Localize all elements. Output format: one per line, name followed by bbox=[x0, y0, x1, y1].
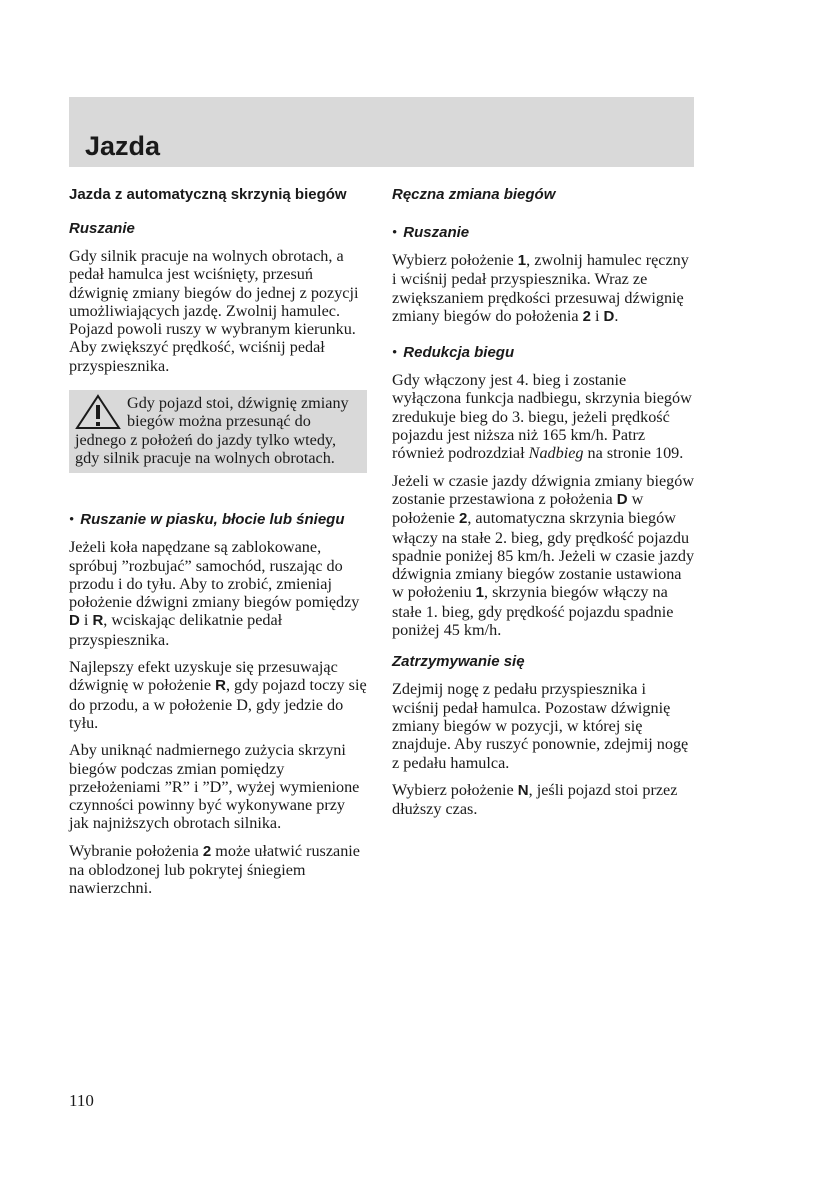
redukcja-heading-label: Redukcja biegu bbox=[403, 344, 515, 362]
reczna-ruszanie-heading bbox=[392, 224, 696, 242]
gear-r: R bbox=[215, 677, 226, 695]
right-column bbox=[392, 186, 696, 818]
ruszanie-heading: Ruszanie bbox=[69, 220, 135, 237]
piasek-heading bbox=[69, 511, 367, 529]
warning-text: Gdy pojazd stoi, dźwignię zmiany biegów można przesunąć do jednego z położeń do jazdy tylko wtedy, gdy silnik pracuje na wolnych obrotach. bbox=[75, 394, 349, 467]
reczna-heading: Ręczna zmiana biegów bbox=[392, 186, 556, 203]
text: na stronie 109. bbox=[583, 444, 684, 463]
gear-n: N bbox=[517, 781, 529, 799]
text: Najlepszy efekt uzyskuje się przesuwając dźwignię w położenie bbox=[69, 658, 338, 695]
zatrzym-heading: Zatrzymywanie się bbox=[392, 653, 525, 671]
text: , zwolnij hamulec ręczny i wciśnij pedał przyspiesznika. Wraz ze zwiększaniem prędkości przesuwaj dźwignię zmiany biegów do położenia bbox=[392, 251, 689, 325]
zatrzym-paragraph-1: Zdejmij nogę z pedału przyspiesznika i wciśnij pedał hamulca. Pozostaw dźwignię zmiany biegów w pozycji, w której się znajduje. Aby ruszyć ponownie, zdejmij nogę z pedału hamulca. bbox=[392, 680, 689, 772]
section-heading: Jazda z automatyczną skrzynią biegów bbox=[69, 186, 347, 203]
text: Gdy włączony jest 4. bieg i zostanie wyłączona funkcja nadbiegu, skrzynia biegów zredukuje bieg do 3. biegu, jeżeli prędkość pojazdu jest niższa niż 165 km/h. Patrz również podrozdział bbox=[392, 371, 692, 463]
text: w położenie bbox=[392, 489, 644, 528]
left-column bbox=[69, 186, 367, 898]
section-header bbox=[69, 97, 694, 167]
text: i bbox=[590, 306, 604, 325]
piasek-heading-label: Ruszanie w piasku, błocie lub śniegu bbox=[80, 511, 345, 529]
redukcja-heading bbox=[392, 344, 696, 362]
text: Jeżeli koła napędzane są zablokowane, spróbuj ”rozbujać” samochód, ruszając do przodu i do tyłu. Aby to zrobić, zmieniaj położenie dźwigni zmiany biegów pomiędzy bbox=[69, 538, 360, 612]
gear-r: R bbox=[92, 612, 104, 630]
bullet-icon: • bbox=[392, 345, 398, 362]
text: Wybierz położenie bbox=[392, 780, 518, 799]
warning-icon bbox=[75, 394, 121, 430]
text: , skrzynia biegów włączy na stałe 1. bieg, gdy prędkość pojazdu spadnie poniżej 45 km/h. bbox=[392, 583, 674, 640]
gear-d: D bbox=[69, 612, 80, 630]
gear-2: 2 bbox=[458, 510, 468, 528]
gear-2: 2 bbox=[202, 842, 212, 860]
warning-box bbox=[69, 390, 367, 473]
bullet-icon: • bbox=[69, 512, 75, 529]
gear-1: 1 bbox=[475, 584, 484, 602]
text: . bbox=[614, 306, 619, 325]
reczna-ruszanie-paragraph bbox=[392, 251, 696, 326]
page-title: Jazda bbox=[85, 131, 161, 161]
piasek-paragraph-3: Aby uniknąć nadmiernego zużycia skrzyni biegów podczas zmian pomiędzy przełożeniami ”R” i ”D”, wyżej wymienione czynności powinny być wykonywane przy jak najniższych obrotach silnika. bbox=[69, 741, 360, 833]
redukcja-paragraph-1 bbox=[392, 371, 696, 462]
reczna-ruszanie-label: Ruszanie bbox=[403, 224, 470, 241]
text: Wybierz położenie bbox=[392, 251, 518, 269]
text: może ułatwić ruszanie na oblodzonej lub pokrytej śniegiem nawierzchni. bbox=[69, 841, 360, 898]
piasek-paragraph-1 bbox=[69, 538, 367, 649]
gear-d: D bbox=[616, 490, 628, 508]
text: , wciskając delikatnie pedał przyspiesznika. bbox=[69, 611, 283, 649]
text: Jeżeli w czasie jazdy dźwignia zmiany biegów zostanie przestawiona z położenia bbox=[392, 471, 695, 508]
piasek-paragraph-2 bbox=[69, 658, 367, 732]
text: , gdy pojazd toczy się do przodu, a w położenie D, gdy jedzie do tyłu. bbox=[69, 676, 367, 732]
redukcja-paragraph-2 bbox=[392, 472, 696, 640]
page-number: 110 bbox=[69, 1091, 94, 1110]
bullet-icon: • bbox=[392, 225, 398, 241]
text: Wybranie położenia bbox=[69, 841, 203, 860]
gear-d: D bbox=[603, 307, 615, 325]
zatrzym-paragraph-2 bbox=[392, 781, 696, 819]
text: , automatyczna skrzynia biegów włączy na stałe 2. bieg, gdy prędkość pojazdu spadnie poniżej 85 km/h. Jeżeli w czasie jazdy dźwignia zmiany biegów zostanie ustawiona w położeniu bbox=[392, 509, 695, 602]
piasek-paragraph-4 bbox=[69, 842, 367, 898]
gear-1: 1 bbox=[517, 252, 527, 269]
text: , jeśli pojazd stoi przez dłuższy czas. bbox=[392, 780, 678, 819]
text: i bbox=[79, 611, 93, 630]
ruszanie-paragraph: Gdy silnik pracuje na wolnych obrotach, a pedał hamulca jest wciśnięty, przesuń dźwignię zmiany biegów do jednej z pozycji umożliwiających jazdę. Zwolnij hamulec. Pojazd powoli ruszy w wybranym kierunku. Aby zwiększyć prędkość, wciśnij pedał przyspiesznika. bbox=[69, 247, 359, 375]
gear-2: 2 bbox=[582, 307, 591, 325]
nadbieg-reference: Nadbieg bbox=[528, 444, 584, 463]
